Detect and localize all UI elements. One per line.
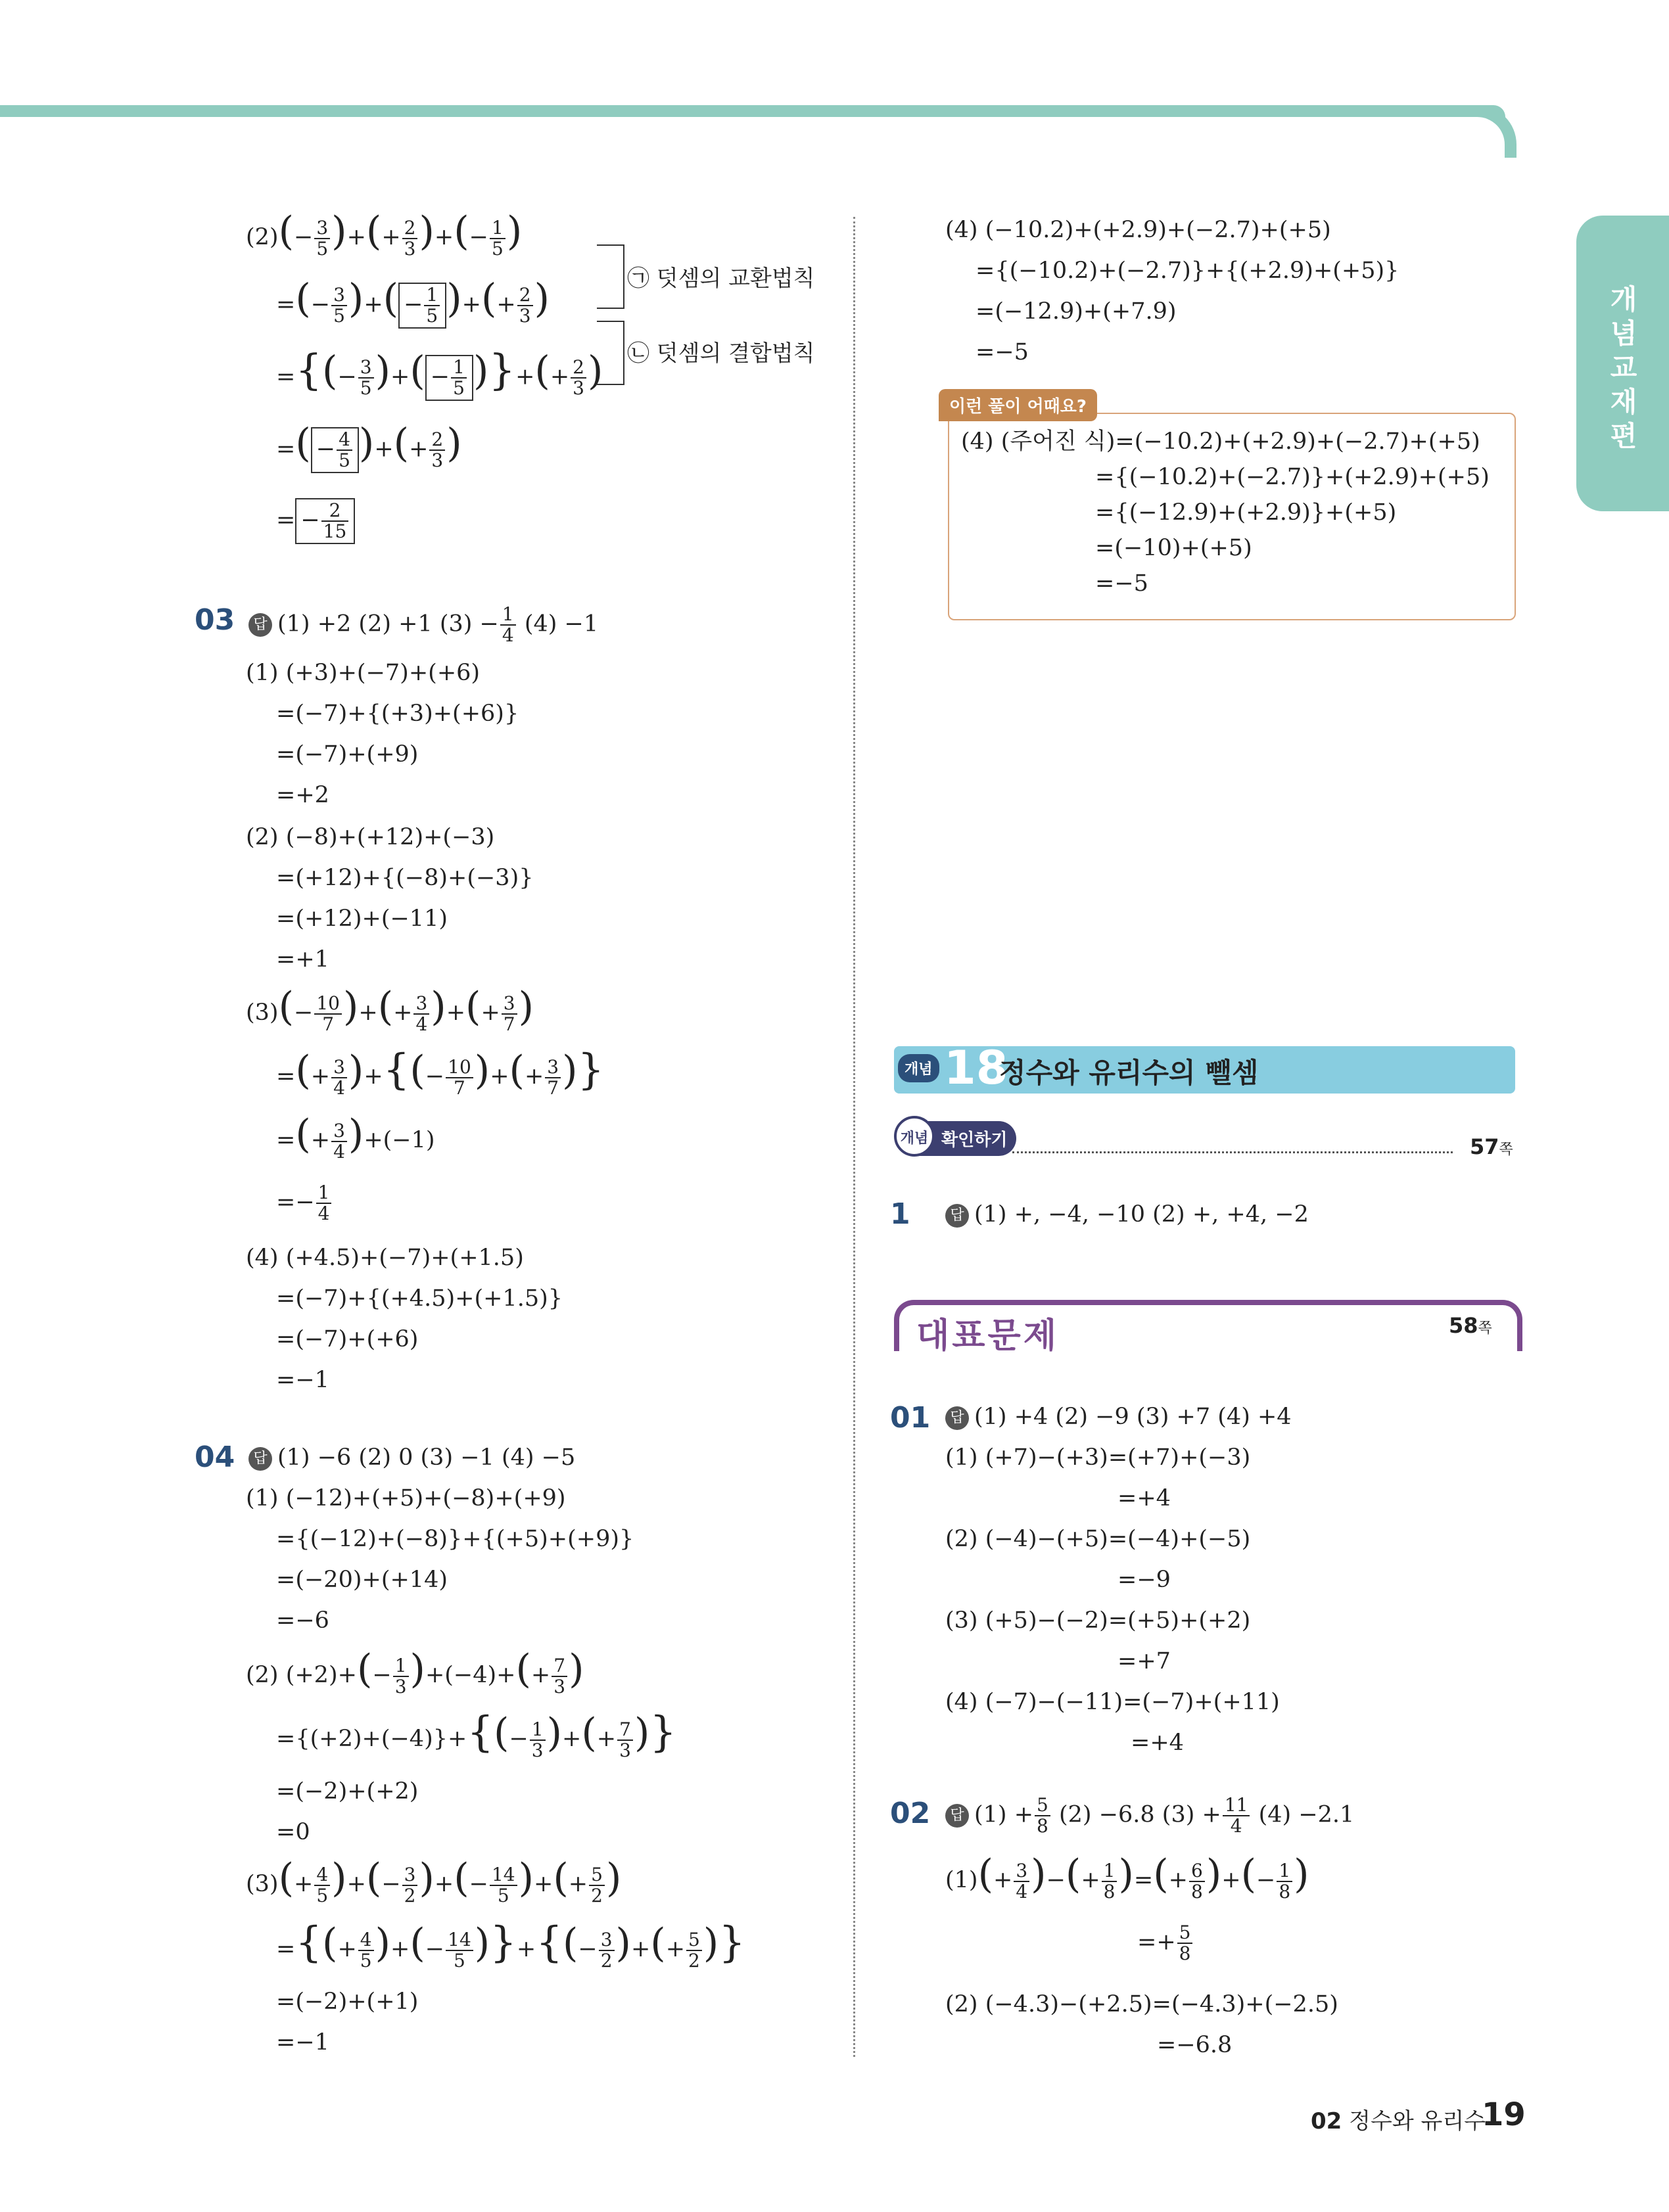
q03-2-line: =(+12)+{(−8)+(−3)} [276,865,534,891]
q04-3-line: =(−2)+(+1) [276,1989,419,2015]
tip-line: (4) (주어진 식)=(−10.2)+(+2.9)+(−2.7)+(+5) [961,428,1480,455]
q03-4-line: =(−7)+{(+4.5)+(+1.5)} [276,1285,563,1312]
q4-line: ={(−10.2)+(−2.7)}+{(+2.9)+(+5)} [976,258,1399,284]
footer-chapter: 02 정수와 유리수 [1311,2108,1486,2134]
r01-line: =+7 [1117,1648,1171,1674]
q03-2-line: =+1 [276,946,329,973]
p2-line-4: =( − $\frac{4}{5}$ )+(+ $\frac{2}{3}$ ) [276,427,462,473]
check-problem-number-1: 1 [890,1197,910,1231]
representative-problems-title: 대표문제 [916,1316,1059,1356]
q04-1-line: ={(−12)+(−8)}+{(+5)+(+9)} [276,1526,634,1552]
tip-line: =−5 [1095,570,1148,597]
r01-line: (2) (−4)−(+5)=(−4)+(−5) [945,1526,1251,1552]
commutative-law-label: ㉠ 덧셈의 교환법칙 [627,265,815,292]
q03-1-line: =(−7)+(+9) [276,741,419,768]
column-divider [853,217,855,2057]
rep-page-ref: 58쪽 [1449,1313,1492,1338]
answer-icon: 답 [248,1447,272,1471]
q03-4-line: =−1 [276,1367,329,1393]
check-page-ref: 57쪽 [1470,1134,1513,1159]
q04-3-line-2: ={(+ $\frac{4}{5}$ )+(− $\frac{14}{5}$ )}+{(− $\frac{3}{2}$ )+(+ $\frac{5}{2}$ )} [276,1918,745,1971]
q04-1-line: =(−20)+(+14) [276,1567,448,1593]
p2-line-2: =(− $\frac{3}{5}$ )+( − $\frac{1}{5}$ )+(+ $\frac{2}{3}$ ) [276,283,550,329]
problem-number-03: 03 [195,603,235,637]
check-problem-1-answer: 답 (1) +, −4, −10 (2) +, +4, −2 [945,1200,1309,1229]
answer-icon: 답 [945,1204,969,1228]
r01-line: =+4 [1131,1730,1184,1756]
q03-2-line: =(+12)+(−11) [276,906,448,932]
q4-line: (4) (−10.2)+(+2.9)+(−2.7)+(+5) [945,217,1331,243]
problem-03-answer: 답 (1) +2 (2) +1 (3) − $\frac{1}{4}$ (4) −1 [248,605,598,645]
leader-dots [1012,1151,1453,1153]
q03-3-line-3: =(+ $\frac{3}{4}$ )+(−1) [276,1111,435,1163]
problem-number-02: 02 [890,1797,931,1830]
concept-number: 18 [944,1041,1008,1095]
problem-number-04: 04 [195,1440,235,1474]
alternative-solution-badge: 이런 풀이 어때요? [939,389,1097,421]
concept-label-badge: 개념 [898,1054,939,1082]
r01-line: =+4 [1117,1485,1171,1511]
r02-line: (2) (−4.3)−(+2.5)=(−4.3)+(−2.5) [945,1991,1338,2017]
associative-law-label: ㉡ 덧셈의 결합법칙 [627,340,815,367]
r01-line: (3) (+5)−(−2)=(+5)+(+2) [945,1607,1251,1634]
q03-1-line: =(−7)+{(+3)+(+6)} [276,701,519,727]
check-section-badge: 확인하기 [895,1121,1016,1156]
r02-line: =−6.8 [1157,2032,1233,2058]
q4-line: =−5 [976,339,1029,365]
q03-1-line: =+2 [276,782,329,808]
tip-line: ={(−12.9)+(+2.9)}+(+5) [1095,499,1397,526]
q04-1-line: (1) (−12)+(+5)+(−8)+(+9) [246,1485,566,1511]
p2-line-1: (2)(− $\frac{3}{5}$ )+(+ $\frac{2}{3}$ )+(− $\frac{1}{5}$ ) [246,208,523,260]
r02-1-line-1: (1)(+ $\frac{3}{4}$ )−(+ $\frac{1}{8}$ )=(+ $\frac{6}{8}$ )+(− $\frac{1}{8}$ ) [945,1851,1309,1902]
answer-icon: 답 [945,1406,969,1430]
check-section-circle: 개념 [894,1116,935,1157]
problem-02-answer: 답 (1) + $\frac{5}{8}$ (2) −6.8 (3) + $\frac{11}{4}$ (4) −2.1 [945,1795,1354,1836]
q03-3-line-1: (3)(− $\frac{10}{7}$ )+(+ $\frac{3}{4}$ )+(+ $\frac{3}{7}$ ) [246,984,534,1035]
r01-line: =−9 [1117,1567,1171,1593]
q03-2-line: (2) (−8)+(+12)+(−3) [246,824,495,850]
q04-2-line-1: (2) (+2)+(− $\frac{1}{3}$ )+(−4)+(+ $\frac{7}{3}$ ) [246,1646,584,1697]
r01-line: (4) (−7)−(−11)=(−7)+(+11) [945,1689,1280,1715]
q03-1-line: (1) (+3)+(−7)+(+6) [246,660,481,686]
q03-3-line-4: =− $\frac{1}{4}$ [276,1183,333,1224]
q03-3-line-2: =(+ $\frac{3}{4}$ )+{(− $\frac{10}{7}$ )+(+ $\frac{3}{7}$ )} [276,1046,605,1099]
law-bracket-2 [597,321,624,385]
concept-title: 정수와 유리수의 뺄셈 [999,1057,1259,1089]
problem-04-answer: 답 (1) −6 (2) 0 (3) −1 (4) −5 [248,1443,575,1472]
top-accent-bar-corner [1469,105,1516,158]
law-bracket-1 [597,244,624,309]
section-side-tab-label: 개념교재편 [1610,283,1637,452]
q04-3-line: =−1 [276,2029,329,2056]
q4-line: =(−12.9)+(+7.9) [976,298,1177,325]
answer-icon: 답 [945,1804,969,1828]
q04-1-line: =−6 [276,1607,329,1634]
top-accent-bar [0,105,1505,117]
q03-4-line: (4) (+4.5)+(−7)+(+1.5) [246,1245,524,1271]
q04-2-line: =(−2)+(+2) [276,1778,419,1805]
page-number: 19 [1482,2096,1526,2133]
q03-4-line: =(−7)+(+6) [276,1326,419,1352]
q04-2-line-2: ={(+2)+(−4)}+{(− $\frac{1}{3}$ )+(+ $\frac{7}{3}$ )} [276,1708,677,1761]
tip-line: ={(−10.2)+(−2.7)}+(+2.9)+(+5) [1095,464,1490,490]
p2-line-5: = − $\frac{2}{15}$ [276,498,355,544]
tip-line: =(−10)+(+5) [1095,535,1252,561]
q04-3-line-1: (3)(+ $\frac{4}{5}$ )+(− $\frac{3}{2}$ )+(− $\frac{14}{5}$ )+(+ $\frac{5}{2}$ ) [246,1855,622,1906]
p2-line-3: ={(− $\frac{3}{5}$ )+( − $\frac{1}{5}$ )}+(+ $\frac{2}{3}$ ) [276,355,603,401]
r02-1-line-2: =+ $\frac{5}{8}$ [1137,1923,1194,1964]
q04-2-line: =0 [276,1819,310,1845]
problem-number-01: 01 [890,1401,931,1435]
r01-line: (1) (+7)−(+3)=(+7)+(−3) [945,1444,1251,1471]
answer-icon: 답 [248,613,272,637]
problem-01-answer: 답 (1) +4 (2) −9 (3) +7 (4) +4 [945,1402,1292,1431]
